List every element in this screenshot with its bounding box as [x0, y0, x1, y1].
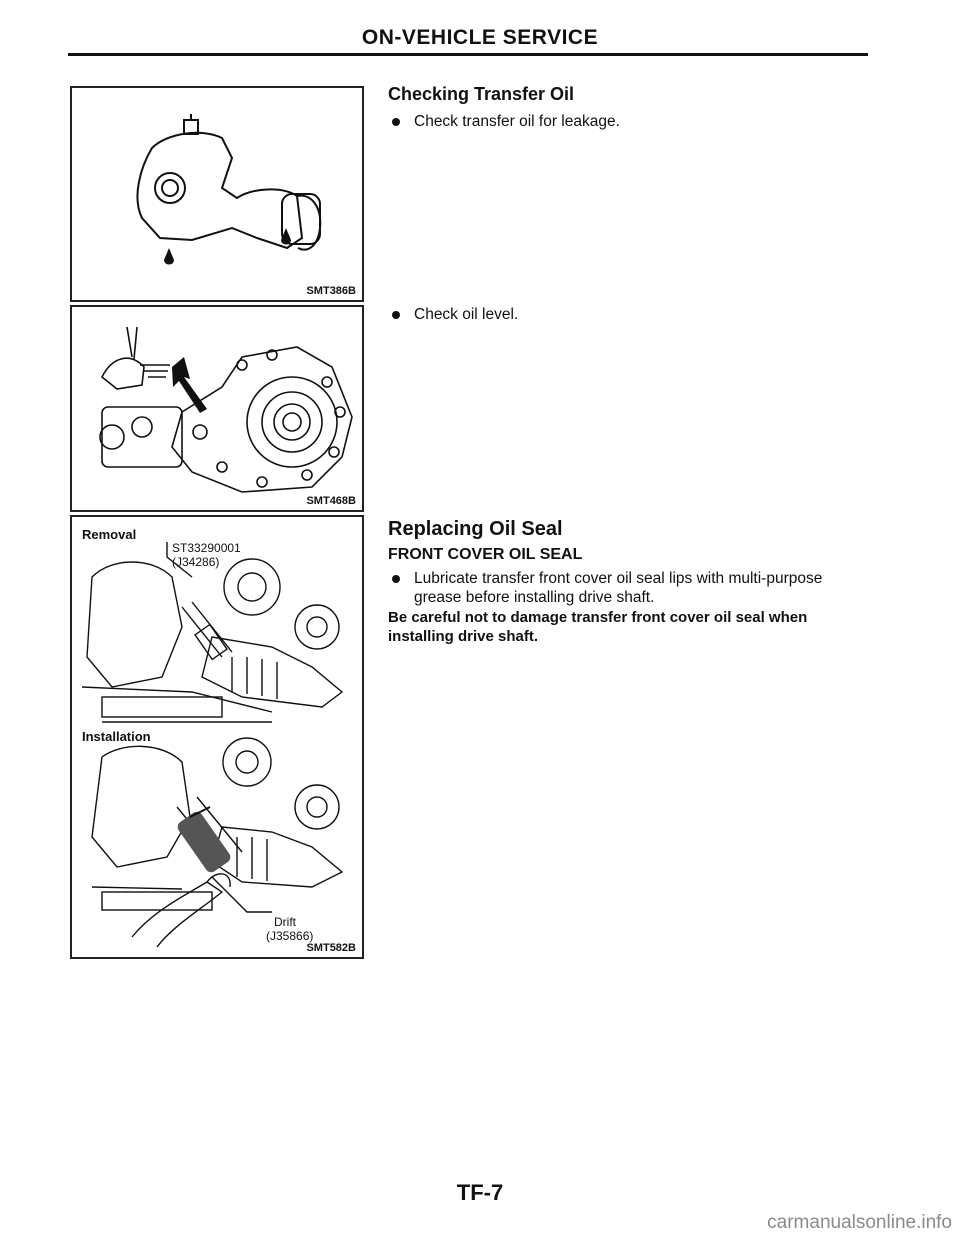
header-rule — [68, 53, 868, 56]
subsection-title-front-cover-oil-seal: FRONT COVER OIL SEAL — [388, 546, 583, 563]
tool-number-label: ST33290001 — [172, 541, 241, 555]
figure-code: SMT468B — [306, 495, 356, 507]
figure-transfer-leakage — [70, 86, 364, 302]
bullet-text: Check oil level. — [414, 306, 519, 323]
page-number: TF-7 — [456, 1180, 504, 1205]
oil-level-illustration — [72, 307, 362, 510]
figure-oil-level — [70, 305, 364, 512]
section-title-replacing-oil-seal: Replacing Oil Seal — [388, 518, 563, 540]
drift-label: Drift — [274, 915, 296, 929]
bullet-dot — [392, 575, 400, 583]
bullet-dot — [392, 118, 400, 126]
removal-label: Removal — [82, 527, 137, 542]
figure-code: SMT386B — [306, 285, 356, 297]
section-title-checking-transfer-oil: Checking Transfer Oil — [388, 84, 575, 104]
bullet-dot — [392, 311, 400, 319]
installation-label: Installation — [82, 729, 151, 744]
bullet-text: Lubricate transfer front cover oil seal lips with multi-purpose grease before installing drive shaft. — [414, 570, 823, 606]
page-header-title: ON-VEHICLE SERVICE — [361, 26, 599, 49]
figure-oil-seal — [70, 515, 364, 959]
bullet-text: Check transfer oil for leakage. — [414, 113, 620, 130]
figure-code: SMT582B — [306, 942, 356, 954]
caution-note: Be careful not to damage transfer front cover oil seal when installing drive shaft. — [388, 609, 808, 645]
drift-number-label: (J35866) — [266, 929, 314, 943]
watermark: carmanualsonline.info — [767, 1212, 952, 1233]
tool-alt-number-label: (J34286) — [172, 555, 220, 569]
transfer-case-illustration — [72, 88, 362, 300]
